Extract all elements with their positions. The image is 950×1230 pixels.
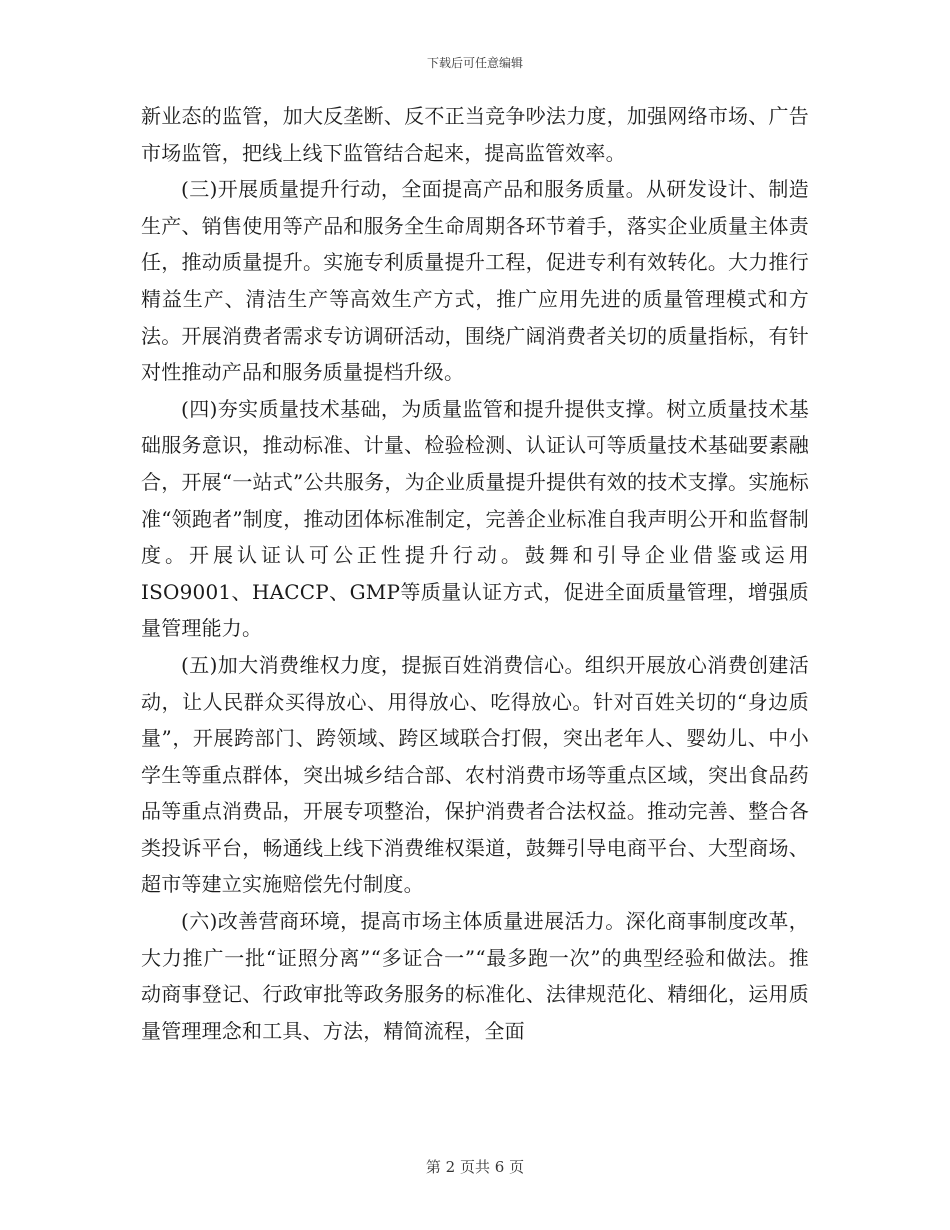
paragraph-section-3: (三)开展质量提升行动，全面提高产品和服务质量。从研发设计、制造生产、销售使用等产品和服务全生命周期各环节着手，落实企业质量主体责任，推动质量提升。实施专利质量提升工程，促进专利有效转化。大力推行精益生产、清洁生产等高效生产方式，推广应用先进的质量管理模式和方法。开展消费者需求专访调研活动，围绕广阔消费者关切的质量指标，有针对性推动产品和服务质量提档升级。: [141, 177, 809, 385]
paragraph-section-5: (五)加大消费维权力度，提振百姓消费信心。组织开展放心消费创建活动，让人民群众买得放心、用得放心、吃得放心。针对百姓关切的“身边质量”，开展跨部门、跨领域、跨区域联合打假，突出老年人、婴幼儿、中小学生等重点群体，突出城乡结合部、农村消费市场等重点区域，突出食品药品等重点消费品，开展专项整治，保护消费者合法权益。推动完善、整合各类投诉平台，畅通线上线下消费维权渠道，鼓舞引导电商平台、大型商场、超市等建立实施赔偿先付制度。: [141, 652, 809, 897]
page-header: 下载后可任意编辑: [426, 56, 523, 70]
page-number-footer: 第 2 页共 6 页: [425, 1158, 525, 1176]
document-body: [141, 98, 809, 1049]
paragraph-continuation: 新业态的监管，加大反垄断、反不正当竞争吵法力度，加强网络市场、广告市场监管，把线上线下监管结合起来，提高监管效率。: [141, 104, 809, 165]
paragraph-section-4: (四)夯实质量技术基础，为质量监管和提升提供支撑。树立质量技术基础服务意识，推动标准、计量、检验检测、认证认可等质量技术基础要素融合，开展“一站式”公共服务，为企业质量提升提供有效的技术支撑。实施标准“领跑者”制度，推动团体标准制定，完善企业标准自我声明公开和监督制度。开展认证认可公正性提升行动。鼓舞和引导企业借鉴或运用ISO9001、HACCP、GMP等质量认证方式，促进全面质量管理，增强质量管理能力。: [141, 396, 809, 641]
paragraph-section-6: (六)改善营商环境，提高市场主体质量进展活力。深化商事制度改革，大力推广一批“证照分离”“多证合一”“最多跑一次”的典型经验和做法。推动商事登记、行政审批等政务服务的标准化、法律规范化、精细化，运用质量管理理念和工具、方法，精简流程，全面: [141, 909, 809, 1043]
